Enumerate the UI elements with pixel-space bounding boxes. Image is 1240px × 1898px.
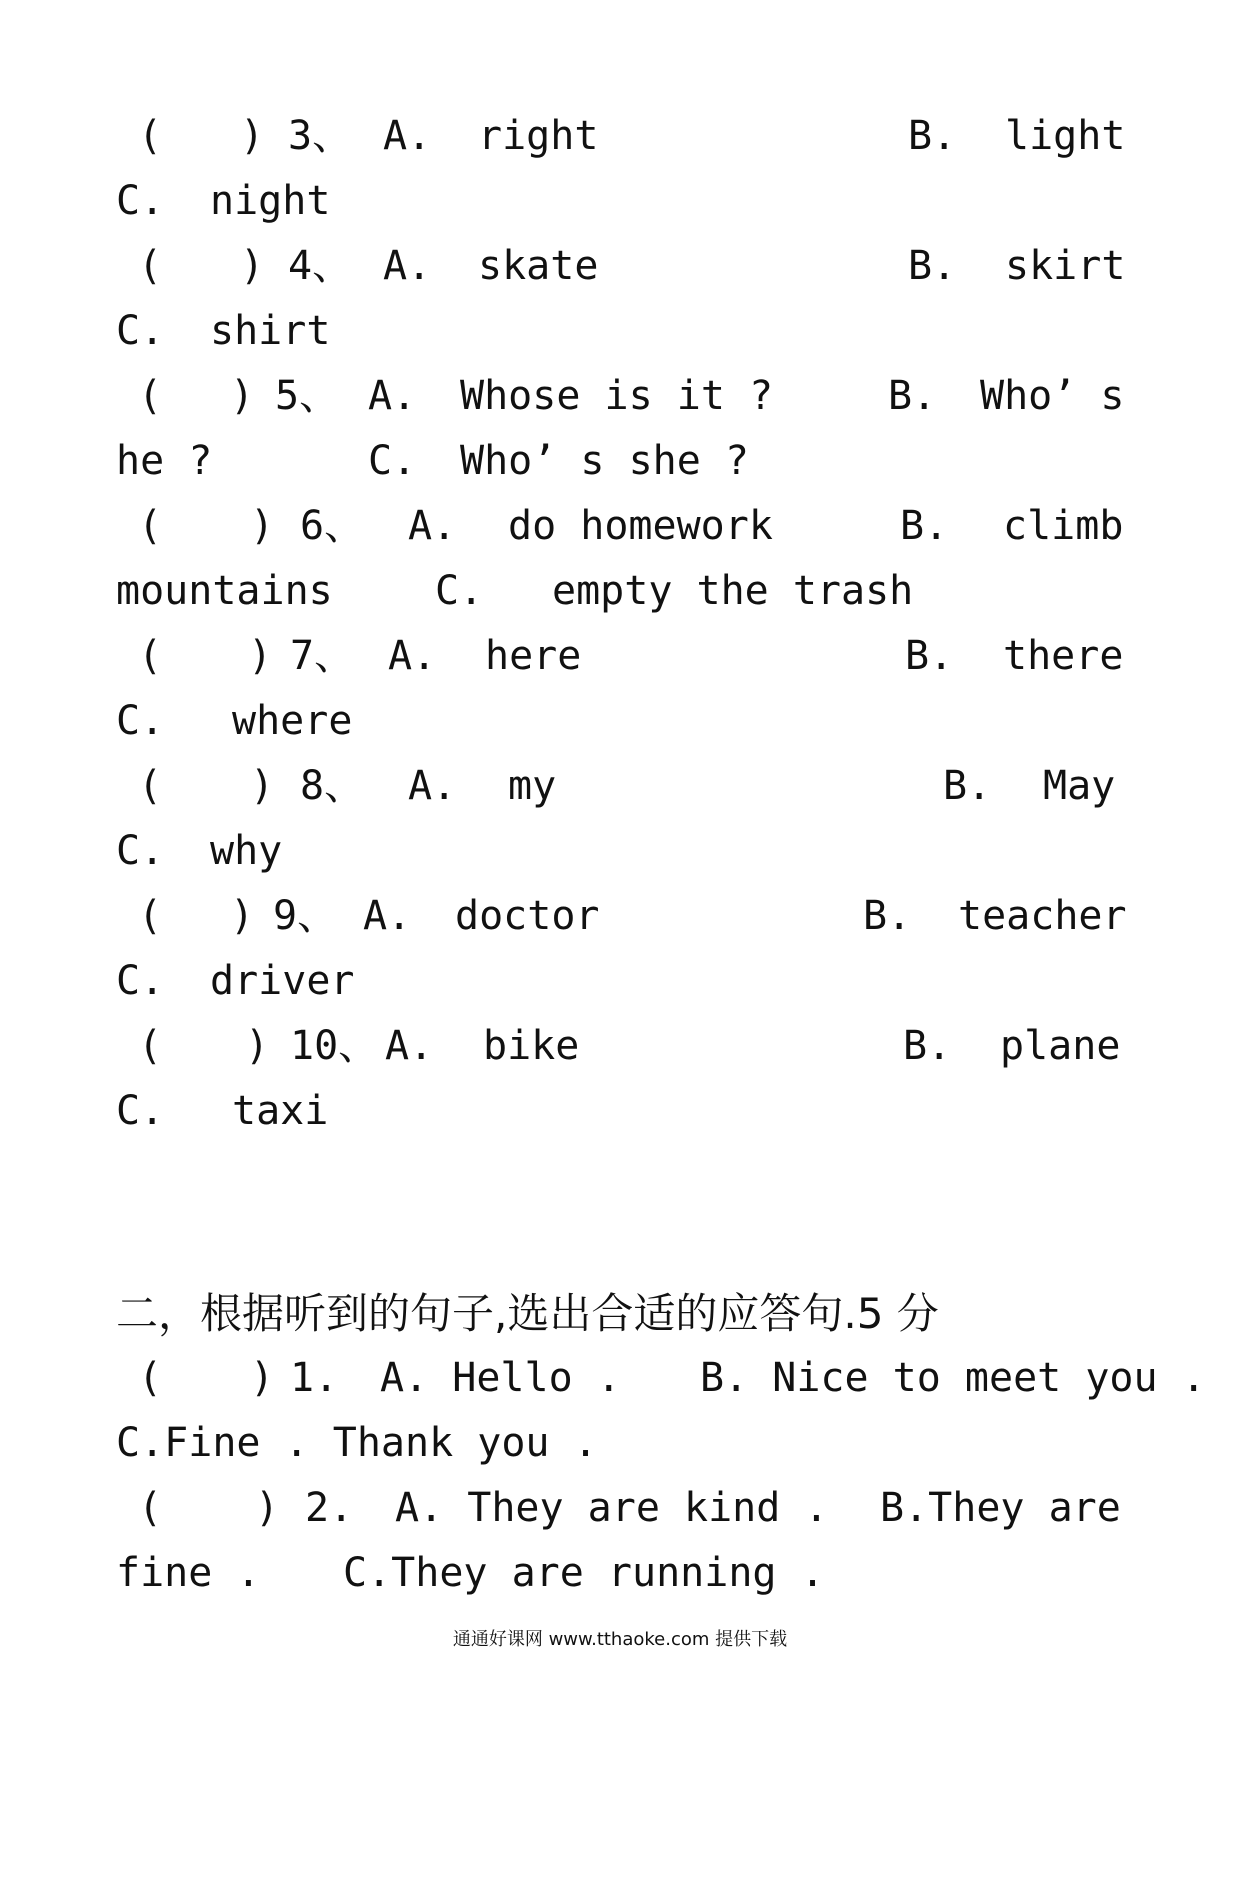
option-c: C.Fine . Thank you . (116, 1420, 598, 1466)
response-question-2-line1 (0, 1478, 1240, 1538)
answer-paren-open: ( (138, 243, 163, 289)
option-a-text: do homework (508, 503, 773, 549)
answer-paren-open: ( (138, 1485, 163, 1531)
question-10-line2 (0, 1081, 1240, 1141)
option-a-label: A. (383, 243, 432, 289)
question-5-line2 (0, 431, 1240, 491)
answer-paren-open: ( (138, 1023, 163, 1069)
footer-credit: 通通好课网 www.tthaoke.com 提供下载 (452, 1629, 788, 1650)
response-question-2-line2 (0, 1543, 1240, 1603)
question-7-line2 (0, 691, 1240, 751)
option-c-text: shirt (210, 308, 331, 354)
option-c-text: night (210, 178, 331, 224)
section-heading-text: 二，根据听到的句子,选出合适的应答句.5 分 (116, 1289, 939, 1338)
answer-paren-open: ( (138, 763, 163, 809)
option-b-text: teacher (958, 893, 1127, 939)
question-3-line1 (0, 106, 1240, 166)
option-c-text: empty the trash (552, 568, 914, 614)
response-question-1-line2 (0, 1413, 1240, 1473)
question-7-line1 (0, 626, 1240, 686)
option-c-text: driver (210, 958, 355, 1004)
question-number: 4、 (288, 243, 353, 289)
option-b: B. Nice to meet you . (700, 1355, 1206, 1401)
option-a-text: doctor (455, 893, 600, 939)
option-b-continuation: he ? (116, 438, 213, 484)
option-a-label: A. (408, 503, 457, 549)
question-4-line2 (0, 301, 1240, 361)
option-a-text: skate (478, 243, 599, 289)
option-c-text: where (232, 698, 353, 744)
option-a-label: A. (363, 893, 412, 939)
option-c: C.They are running . (343, 1550, 825, 1596)
option-b-text: May (1043, 763, 1116, 809)
option-b-text: skirt (1005, 243, 1126, 289)
answer-paren-open: ( (138, 893, 163, 939)
question-4-line1 (0, 236, 1240, 296)
question-number: 9、 (273, 893, 338, 939)
question-5-line1 (0, 366, 1240, 426)
question-number: 8、 (300, 763, 365, 809)
option-c-text: why (210, 828, 283, 874)
answer-paren-open: ( (138, 113, 163, 159)
option-c-label: C. (116, 698, 165, 744)
option-a: A. Hello . (380, 1355, 621, 1401)
question-9-line2 (0, 951, 1240, 1011)
question-9-line1 (0, 886, 1240, 946)
option-c-label: C. (116, 178, 165, 224)
question-number: 2. (305, 1485, 354, 1531)
option-a-text: my (508, 763, 557, 809)
answer-paren-close: ) (230, 373, 255, 419)
option-b-continuation: fine . (116, 1550, 261, 1596)
question-number: 6、 (300, 503, 365, 549)
answer-paren-open: ( (138, 633, 163, 679)
option-c-label: C. (116, 828, 165, 874)
option-c-text: taxi (232, 1088, 329, 1134)
option-a-label: A. (385, 1023, 434, 1069)
question-number: 10、 (290, 1023, 379, 1069)
option-b-label: B. (908, 113, 957, 159)
option-b: B.They are (880, 1485, 1121, 1531)
question-number: 3、 (288, 113, 353, 159)
option-a: A. They are kind . (395, 1485, 829, 1531)
option-b-label: B. (900, 503, 949, 549)
option-a-text: right (478, 113, 599, 159)
option-c-label: C. (435, 568, 484, 614)
answer-paren-close: ) (240, 113, 265, 159)
answer-paren-close: ) (255, 1485, 280, 1531)
question-8-line2 (0, 821, 1240, 881)
section-2-heading (116, 1284, 1216, 1344)
option-b-label: B. (905, 633, 954, 679)
answer-paren-close: ) (248, 633, 273, 679)
option-b-text: there (1003, 633, 1124, 679)
question-number: 7、 (290, 633, 355, 679)
option-c-label: C. (368, 438, 417, 484)
answer-paren-open: ( (138, 1355, 163, 1401)
option-b-text: Who’ s (980, 373, 1125, 419)
option-b-label: B. (903, 1023, 952, 1069)
question-6-line2 (0, 561, 1240, 621)
option-b-label: B. (888, 373, 937, 419)
question-number: 1. (290, 1355, 339, 1401)
option-b-text: plane (1000, 1023, 1121, 1069)
answer-paren-close: ) (240, 243, 265, 289)
answer-paren-close: ) (245, 1023, 270, 1069)
option-b-label: B. (908, 243, 957, 289)
answer-paren-close: ) (250, 1355, 275, 1401)
option-a-label: A. (368, 373, 417, 419)
answer-paren-open: ( (138, 373, 163, 419)
option-a-text: here (485, 633, 582, 679)
answer-paren-close: ) (230, 893, 255, 939)
option-a-label: A. (388, 633, 437, 679)
option-a-label: A. (383, 113, 432, 159)
option-a-text: Whose is it ? (460, 373, 774, 419)
option-b-label: B. (943, 763, 992, 809)
answer-paren-close: ) (250, 503, 275, 549)
question-3-line2 (0, 171, 1240, 231)
option-c-label: C. (116, 1088, 165, 1134)
option-b-continuation: mountains (116, 568, 333, 614)
option-a-label: A. (408, 763, 457, 809)
question-number: 5、 (275, 373, 340, 419)
option-b-label: B. (863, 893, 912, 939)
response-question-1-line1 (0, 1348, 1240, 1408)
answer-paren-open: ( (138, 503, 163, 549)
option-b-text: climb (1003, 503, 1124, 549)
question-6-line1 (0, 496, 1240, 556)
option-c-label: C. (116, 308, 165, 354)
option-b-text: light (1005, 113, 1126, 159)
question-10-line1 (0, 1016, 1240, 1076)
answer-paren-close: ) (250, 763, 275, 809)
option-a-text: bike (483, 1023, 580, 1069)
option-c-text: Who’ s she ? (460, 438, 749, 484)
question-8-line1 (0, 756, 1240, 816)
option-c-label: C. (116, 958, 165, 1004)
